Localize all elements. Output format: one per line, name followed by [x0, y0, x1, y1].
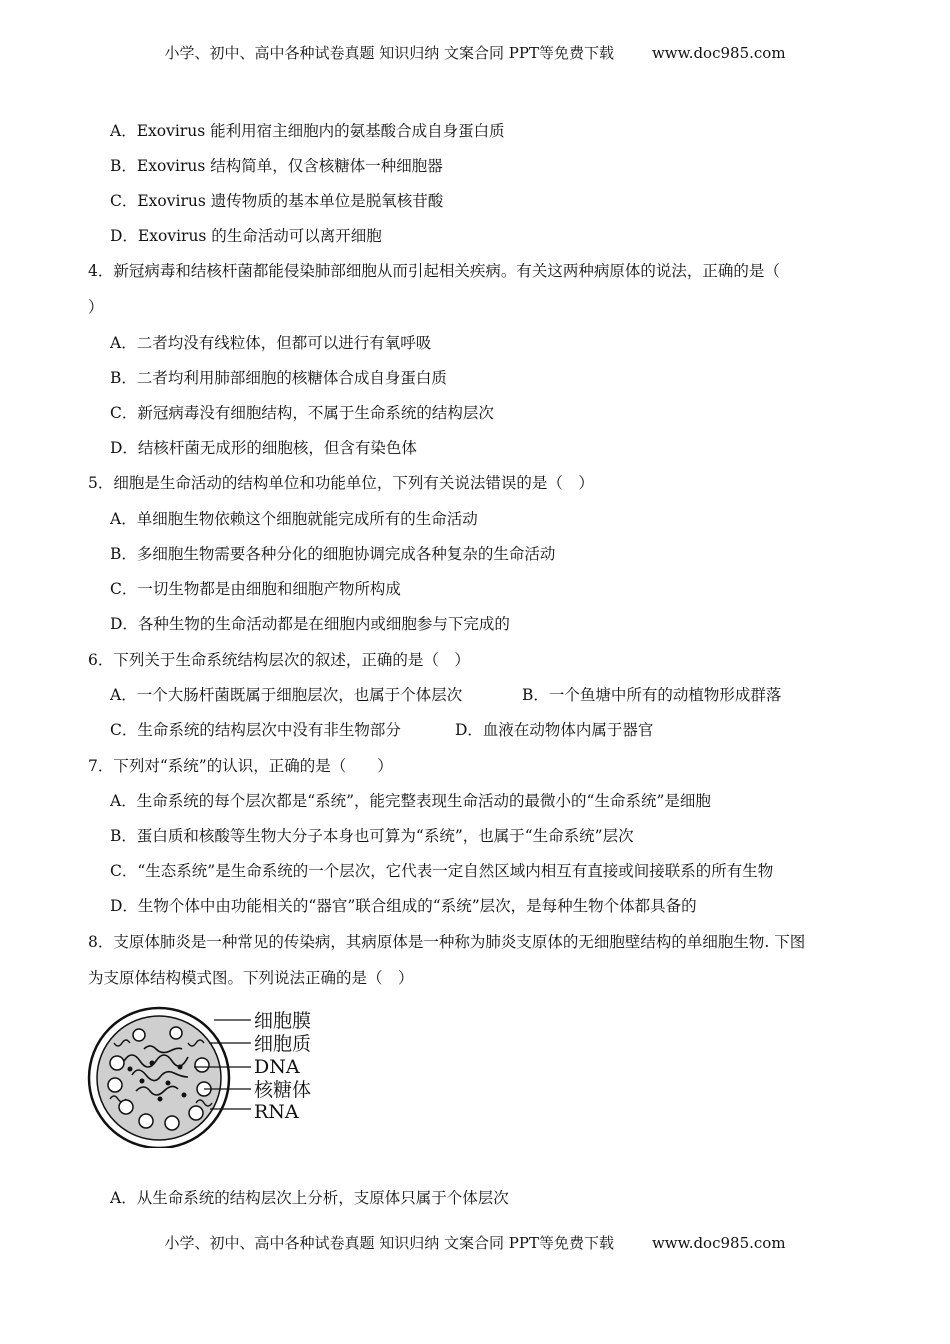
header-site: www.doc985.com — [651, 44, 786, 62]
q6-option-b: B．一个鱼塘中所有的动植物形成群落 — [522, 686, 782, 704]
q7-option-d: D．生物个体中由功能相关的“器官”联合组成的“系统”层次，是每种生物个体都具备的 — [110, 897, 697, 915]
q3-option-c: C．Exovirus 遗传物质的基本单位是脱氧核苷酸 — [110, 192, 444, 210]
q5-option-b: B．多细胞生物需要各种分化的细胞协调完成各种复杂的生命活动 — [110, 545, 556, 563]
label-rna: RNA — [254, 1101, 299, 1123]
q6-stem: 6．下列关于生命系统结构层次的叙述，正确的是（ ） — [88, 651, 470, 669]
q4-stem-line2: ） — [88, 298, 104, 316]
page-footer — [0, 1232, 950, 1253]
q3-option-b: B．Exovirus 结构简单，仅含核糖体一种细胞器 — [110, 157, 443, 175]
q5-option-a: A．单细胞生物依赖这个细胞就能完成所有的生命活动 — [110, 510, 478, 528]
q4-option-b: B．二者均利用肺部细胞的核糖体合成自身蛋白质 — [110, 369, 447, 387]
label-ribosome: 核糖体 — [254, 1079, 312, 1101]
q7-stem: 7．下列对“系统”的认识，正确的是（ ） — [88, 757, 393, 775]
label-cell-membrane: 细胞膜 — [254, 1010, 312, 1032]
label-dna: DNA — [254, 1056, 300, 1078]
footer-text: 小学、初中、高中各种试卷真题 知识归纳 文案合同 PPT等免费下载 — [164, 1234, 614, 1252]
q6-option-c: C．生命系统的结构层次中没有非生物部分 — [110, 721, 401, 739]
mycoplasma-structure-diagram — [84, 1003, 354, 1148]
q3-option-a: A．Exovirus 能利用宿主细胞内的氨基酸合成自身蛋白质 — [110, 122, 505, 140]
q8-stem-line1: 8．支原体肺炎是一种常见的传染病，其病原体是一种称为肺炎支原体的无细胞壁结构的单细胞生物. 下图 — [88, 933, 806, 951]
q5-option-d: D．各种生物的生命活动都是在细胞内或细胞参与下完成的 — [110, 615, 510, 633]
q4-stem-line1: 4．新冠病毒和结核杆菌都能侵染肺部细胞从而引起相关疾病。有关这两种病原体的说法，正确的是（ — [88, 262, 780, 280]
q8-stem-line2: 为支原体结构模式图。下列说法正确的是（ ） — [88, 969, 414, 987]
q5-stem: 5．细胞是生命活动的结构单位和功能单位，下列有关说法错误的是（ ） — [88, 474, 594, 492]
q7-option-b: B．蛋白质和核酸等生物大分子本身也可算为“系统”，也属于“生命系统”层次 — [110, 827, 634, 845]
label-cytoplasm: 细胞质 — [254, 1033, 312, 1055]
diagram-labels — [254, 1010, 311, 1123]
page-header — [0, 42, 950, 63]
q8-option-a: A．从生命系统的结构层次上分析，支原体只属于个体层次 — [110, 1189, 509, 1207]
header-text: 小学、初中、高中各种试卷真题 知识归纳 文案合同 PPT等免费下载 — [164, 44, 614, 62]
q4-option-c: C．新冠病毒没有细胞结构，不属于生命系统的结构层次 — [110, 404, 494, 422]
q6-option-a: A．一个大肠杆菌既属于细胞层次，也属于个体层次 — [110, 686, 463, 704]
q5-option-c: C．一切生物都是由细胞和细胞产物所构成 — [110, 580, 401, 598]
footer-site: www.doc985.com — [651, 1234, 786, 1252]
q4-option-d: D．结核杆菌无成形的细胞核，但含有染色体 — [110, 439, 417, 457]
q4-option-a: A．二者均没有线粒体，但都可以进行有氧呼吸 — [110, 334, 432, 352]
q7-option-a: A．生命系统的每个层次都是“系统”，能完整表现生命活动的最微小的“生命系统”是细胞 — [110, 792, 711, 810]
q7-option-c: C．“生态系统”是生命系统的一个层次，它代表一定自然区域内相互有直接或间接联系的所有生物 — [110, 862, 774, 880]
q3-option-d: D．Exovirus 的生命活动可以离开细胞 — [110, 227, 382, 245]
q6-option-d: D．血液在动物体内属于器官 — [455, 721, 654, 739]
